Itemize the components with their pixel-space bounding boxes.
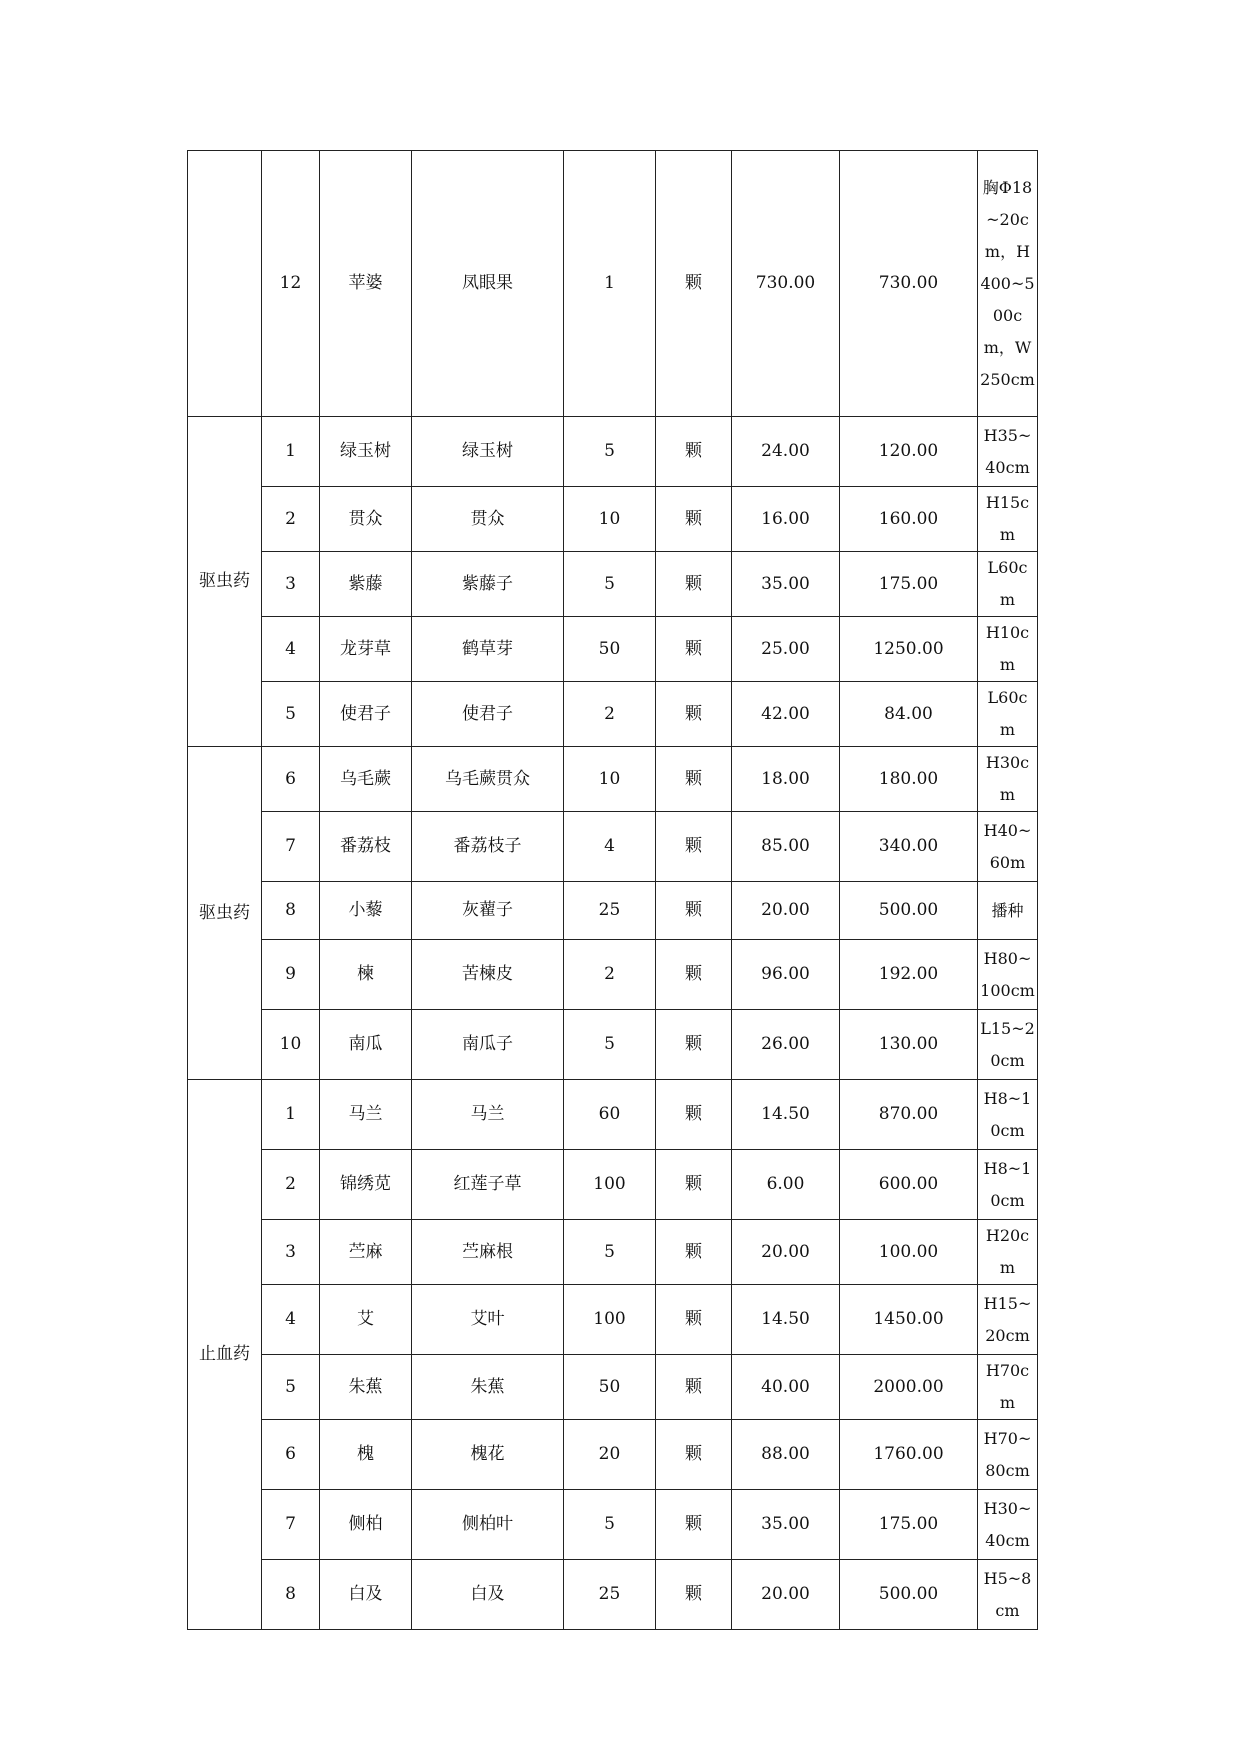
- quantity-cell: 50: [564, 1355, 656, 1420]
- medicine-name-cell: 番荔枝子: [412, 812, 564, 882]
- unit-price-cell: 16.00: [732, 487, 840, 552]
- unit-cell: 颗: [656, 1010, 732, 1080]
- unit-price-cell: 96.00: [732, 940, 840, 1010]
- unit-cell: 颗: [656, 1560, 732, 1630]
- unit-cell: 颗: [656, 417, 732, 487]
- plant-name-cell: 贯众: [320, 487, 412, 552]
- table-row: [188, 487, 1038, 552]
- unit-price-cell: 20.00: [732, 1220, 840, 1285]
- medicine-name-cell: 紫藤子: [412, 552, 564, 617]
- medicine-name-cell: 红莲子草: [412, 1150, 564, 1220]
- row-number-cell: 2: [262, 1150, 320, 1220]
- unit-cell: 颗: [656, 747, 732, 812]
- quantity-cell: 2: [564, 940, 656, 1010]
- total-price-cell: 180.00: [840, 747, 978, 812]
- total-price-cell: 120.00: [840, 417, 978, 487]
- unit-price-cell: 88.00: [732, 1420, 840, 1490]
- medicine-name-cell: 槐花: [412, 1420, 564, 1490]
- plant-name-cell: 锦绣苋: [320, 1150, 412, 1220]
- row-number-cell: 9: [262, 940, 320, 1010]
- total-price-cell: 130.00: [840, 1010, 978, 1080]
- medicine-name-cell: 艾叶: [412, 1285, 564, 1355]
- medicine-name-cell: 苎麻根: [412, 1220, 564, 1285]
- plant-name-cell: 马兰: [320, 1080, 412, 1150]
- unit-price-cell: 24.00: [732, 417, 840, 487]
- row-number-cell: 5: [262, 1355, 320, 1420]
- specification-cell: H15~20cm: [978, 1285, 1038, 1355]
- unit-cell: 颗: [656, 552, 732, 617]
- total-price-cell: 730.00: [840, 151, 978, 417]
- plant-name-cell: 苹婆: [320, 151, 412, 417]
- unit-cell: 颗: [656, 682, 732, 747]
- row-number-cell: 1: [262, 417, 320, 487]
- row-number-cell: 1: [262, 1080, 320, 1150]
- unit-price-cell: 40.00: [732, 1355, 840, 1420]
- table-row: [188, 151, 1038, 417]
- plant-name-cell: 紫藤: [320, 552, 412, 617]
- plant-name-cell: 小藜: [320, 882, 412, 940]
- unit-price-cell: 42.00: [732, 682, 840, 747]
- total-price-cell: 160.00: [840, 487, 978, 552]
- plant-name-cell: 艾: [320, 1285, 412, 1355]
- medicine-name-cell: 苦楝皮: [412, 940, 564, 1010]
- unit-cell: 颗: [656, 1285, 732, 1355]
- medicine-name-cell: 灰藋子: [412, 882, 564, 940]
- category-cell: 驱虫药: [188, 417, 262, 747]
- specification-cell: H70cm: [978, 1355, 1038, 1420]
- unit-cell: 颗: [656, 812, 732, 882]
- unit-price-cell: 26.00: [732, 1010, 840, 1080]
- plant-name-cell: 南瓜: [320, 1010, 412, 1080]
- medicine-name-cell: 白及: [412, 1560, 564, 1630]
- quantity-cell: 100: [564, 1285, 656, 1355]
- table-row: [188, 1220, 1038, 1285]
- total-price-cell: 175.00: [840, 1490, 978, 1560]
- quantity-cell: 100: [564, 1150, 656, 1220]
- medicine-name-cell: 绿玉树: [412, 417, 564, 487]
- total-price-cell: 1450.00: [840, 1285, 978, 1355]
- table-row: [188, 1010, 1038, 1080]
- specification-cell: L15~20cm: [978, 1010, 1038, 1080]
- table-row: [188, 1490, 1038, 1560]
- medicine-name-cell: 侧柏叶: [412, 1490, 564, 1560]
- quantity-cell: 1: [564, 151, 656, 417]
- table-row: [188, 940, 1038, 1010]
- specification-cell: H80~100cm: [978, 940, 1038, 1010]
- plant-name-cell: 白及: [320, 1560, 412, 1630]
- unit-price-cell: 35.00: [732, 1490, 840, 1560]
- unit-cell: 颗: [656, 882, 732, 940]
- row-number-cell: 10: [262, 1010, 320, 1080]
- unit-price-cell: 18.00: [732, 747, 840, 812]
- specification-cell: H10cm: [978, 617, 1038, 682]
- total-price-cell: 1250.00: [840, 617, 978, 682]
- medicine-name-cell: 凤眼果: [412, 151, 564, 417]
- table-row: [188, 1355, 1038, 1420]
- specification-cell: H30cm: [978, 747, 1038, 812]
- specification-cell: H40~60m: [978, 812, 1038, 882]
- table-row: [188, 1560, 1038, 1630]
- total-price-cell: 100.00: [840, 1220, 978, 1285]
- row-number-cell: 2: [262, 487, 320, 552]
- unit-price-cell: 730.00: [732, 151, 840, 417]
- specification-cell: H8~10cm: [978, 1150, 1038, 1220]
- plant-name-cell: 苎麻: [320, 1220, 412, 1285]
- total-price-cell: 192.00: [840, 940, 978, 1010]
- quantity-cell: 10: [564, 487, 656, 552]
- unit-price-cell: 14.50: [732, 1080, 840, 1150]
- row-number-cell: 12: [262, 151, 320, 417]
- medicine-name-cell: 南瓜子: [412, 1010, 564, 1080]
- plant-price-table: [187, 150, 1038, 1630]
- total-price-cell: 500.00: [840, 882, 978, 940]
- medicine-name-cell: 乌毛蕨贯众: [412, 747, 564, 812]
- unit-cell: 颗: [656, 1355, 732, 1420]
- row-number-cell: 5: [262, 682, 320, 747]
- specification-cell: H35~40cm: [978, 417, 1038, 487]
- row-number-cell: 6: [262, 1420, 320, 1490]
- unit-cell: 颗: [656, 1150, 732, 1220]
- medicine-name-cell: 马兰: [412, 1080, 564, 1150]
- table-row: [188, 552, 1038, 617]
- total-price-cell: 340.00: [840, 812, 978, 882]
- quantity-cell: 25: [564, 882, 656, 940]
- table-row: [188, 682, 1038, 747]
- unit-cell: 颗: [656, 151, 732, 417]
- total-price-cell: 600.00: [840, 1150, 978, 1220]
- category-cell: 止血药: [188, 1080, 262, 1630]
- row-number-cell: 4: [262, 617, 320, 682]
- specification-cell: H20cm: [978, 1220, 1038, 1285]
- unit-price-cell: 6.00: [732, 1150, 840, 1220]
- plant-name-cell: 侧柏: [320, 1490, 412, 1560]
- table-row: [188, 747, 1038, 812]
- quantity-cell: 50: [564, 617, 656, 682]
- category-cell: 驱虫药: [188, 747, 262, 1080]
- specification-cell: L60cm: [978, 552, 1038, 617]
- table-body: [188, 151, 1038, 1630]
- unit-cell: 颗: [656, 1220, 732, 1285]
- plant-name-cell: 槐: [320, 1420, 412, 1490]
- unit-cell: 颗: [656, 617, 732, 682]
- specification-cell: H8~10cm: [978, 1080, 1038, 1150]
- table-row: [188, 1150, 1038, 1220]
- plant-name-cell: 龙芽草: [320, 617, 412, 682]
- specification-cell: H5~8cm: [978, 1560, 1038, 1630]
- specification-cell: H15cm: [978, 487, 1038, 552]
- quantity-cell: 20: [564, 1420, 656, 1490]
- unit-cell: 颗: [656, 487, 732, 552]
- plant-price-table-container: [187, 150, 1038, 1630]
- table-row: [188, 812, 1038, 882]
- quantity-cell: 4: [564, 812, 656, 882]
- total-price-cell: 84.00: [840, 682, 978, 747]
- quantity-cell: 5: [564, 1010, 656, 1080]
- quantity-cell: 5: [564, 417, 656, 487]
- row-number-cell: 8: [262, 1560, 320, 1630]
- category-cell: [188, 151, 262, 417]
- table-row: [188, 1080, 1038, 1150]
- specification-cell: H30~40cm: [978, 1490, 1038, 1560]
- medicine-name-cell: 鹤草芽: [412, 617, 564, 682]
- total-price-cell: 500.00: [840, 1560, 978, 1630]
- unit-cell: 颗: [656, 1080, 732, 1150]
- quantity-cell: 5: [564, 552, 656, 617]
- unit-price-cell: 85.00: [732, 812, 840, 882]
- unit-cell: 颗: [656, 1490, 732, 1560]
- plant-name-cell: 朱蕉: [320, 1355, 412, 1420]
- total-price-cell: 175.00: [840, 552, 978, 617]
- row-number-cell: 7: [262, 812, 320, 882]
- unit-cell: 颗: [656, 940, 732, 1010]
- total-price-cell: 2000.00: [840, 1355, 978, 1420]
- row-number-cell: 4: [262, 1285, 320, 1355]
- quantity-cell: 60: [564, 1080, 656, 1150]
- row-number-cell: 3: [262, 552, 320, 617]
- unit-price-cell: 20.00: [732, 1560, 840, 1630]
- table-row: [188, 882, 1038, 940]
- row-number-cell: 7: [262, 1490, 320, 1560]
- plant-name-cell: 乌毛蕨: [320, 747, 412, 812]
- table-row: [188, 1285, 1038, 1355]
- total-price-cell: 1760.00: [840, 1420, 978, 1490]
- plant-name-cell: 绿玉树: [320, 417, 412, 487]
- specification-cell: 胸Φ18~20cm，H400~500cm，W250cm: [978, 151, 1038, 417]
- plant-name-cell: 番荔枝: [320, 812, 412, 882]
- row-number-cell: 6: [262, 747, 320, 812]
- quantity-cell: 10: [564, 747, 656, 812]
- specification-cell: L60cm: [978, 682, 1038, 747]
- quantity-cell: 5: [564, 1490, 656, 1560]
- unit-price-cell: 14.50: [732, 1285, 840, 1355]
- medicine-name-cell: 朱蕉: [412, 1355, 564, 1420]
- medicine-name-cell: 使君子: [412, 682, 564, 747]
- plant-name-cell: 楝: [320, 940, 412, 1010]
- plant-name-cell: 使君子: [320, 682, 412, 747]
- medicine-name-cell: 贯众: [412, 487, 564, 552]
- total-price-cell: 870.00: [840, 1080, 978, 1150]
- unit-price-cell: 20.00: [732, 882, 840, 940]
- table-row: [188, 1420, 1038, 1490]
- quantity-cell: 2: [564, 682, 656, 747]
- quantity-cell: 25: [564, 1560, 656, 1630]
- specification-cell: H70~80cm: [978, 1420, 1038, 1490]
- table-row: [188, 417, 1038, 487]
- specification-cell: 播种: [978, 882, 1038, 940]
- quantity-cell: 5: [564, 1220, 656, 1285]
- unit-price-cell: 25.00: [732, 617, 840, 682]
- row-number-cell: 8: [262, 882, 320, 940]
- row-number-cell: 3: [262, 1220, 320, 1285]
- table-row: [188, 617, 1038, 682]
- unit-cell: 颗: [656, 1420, 732, 1490]
- unit-price-cell: 35.00: [732, 552, 840, 617]
